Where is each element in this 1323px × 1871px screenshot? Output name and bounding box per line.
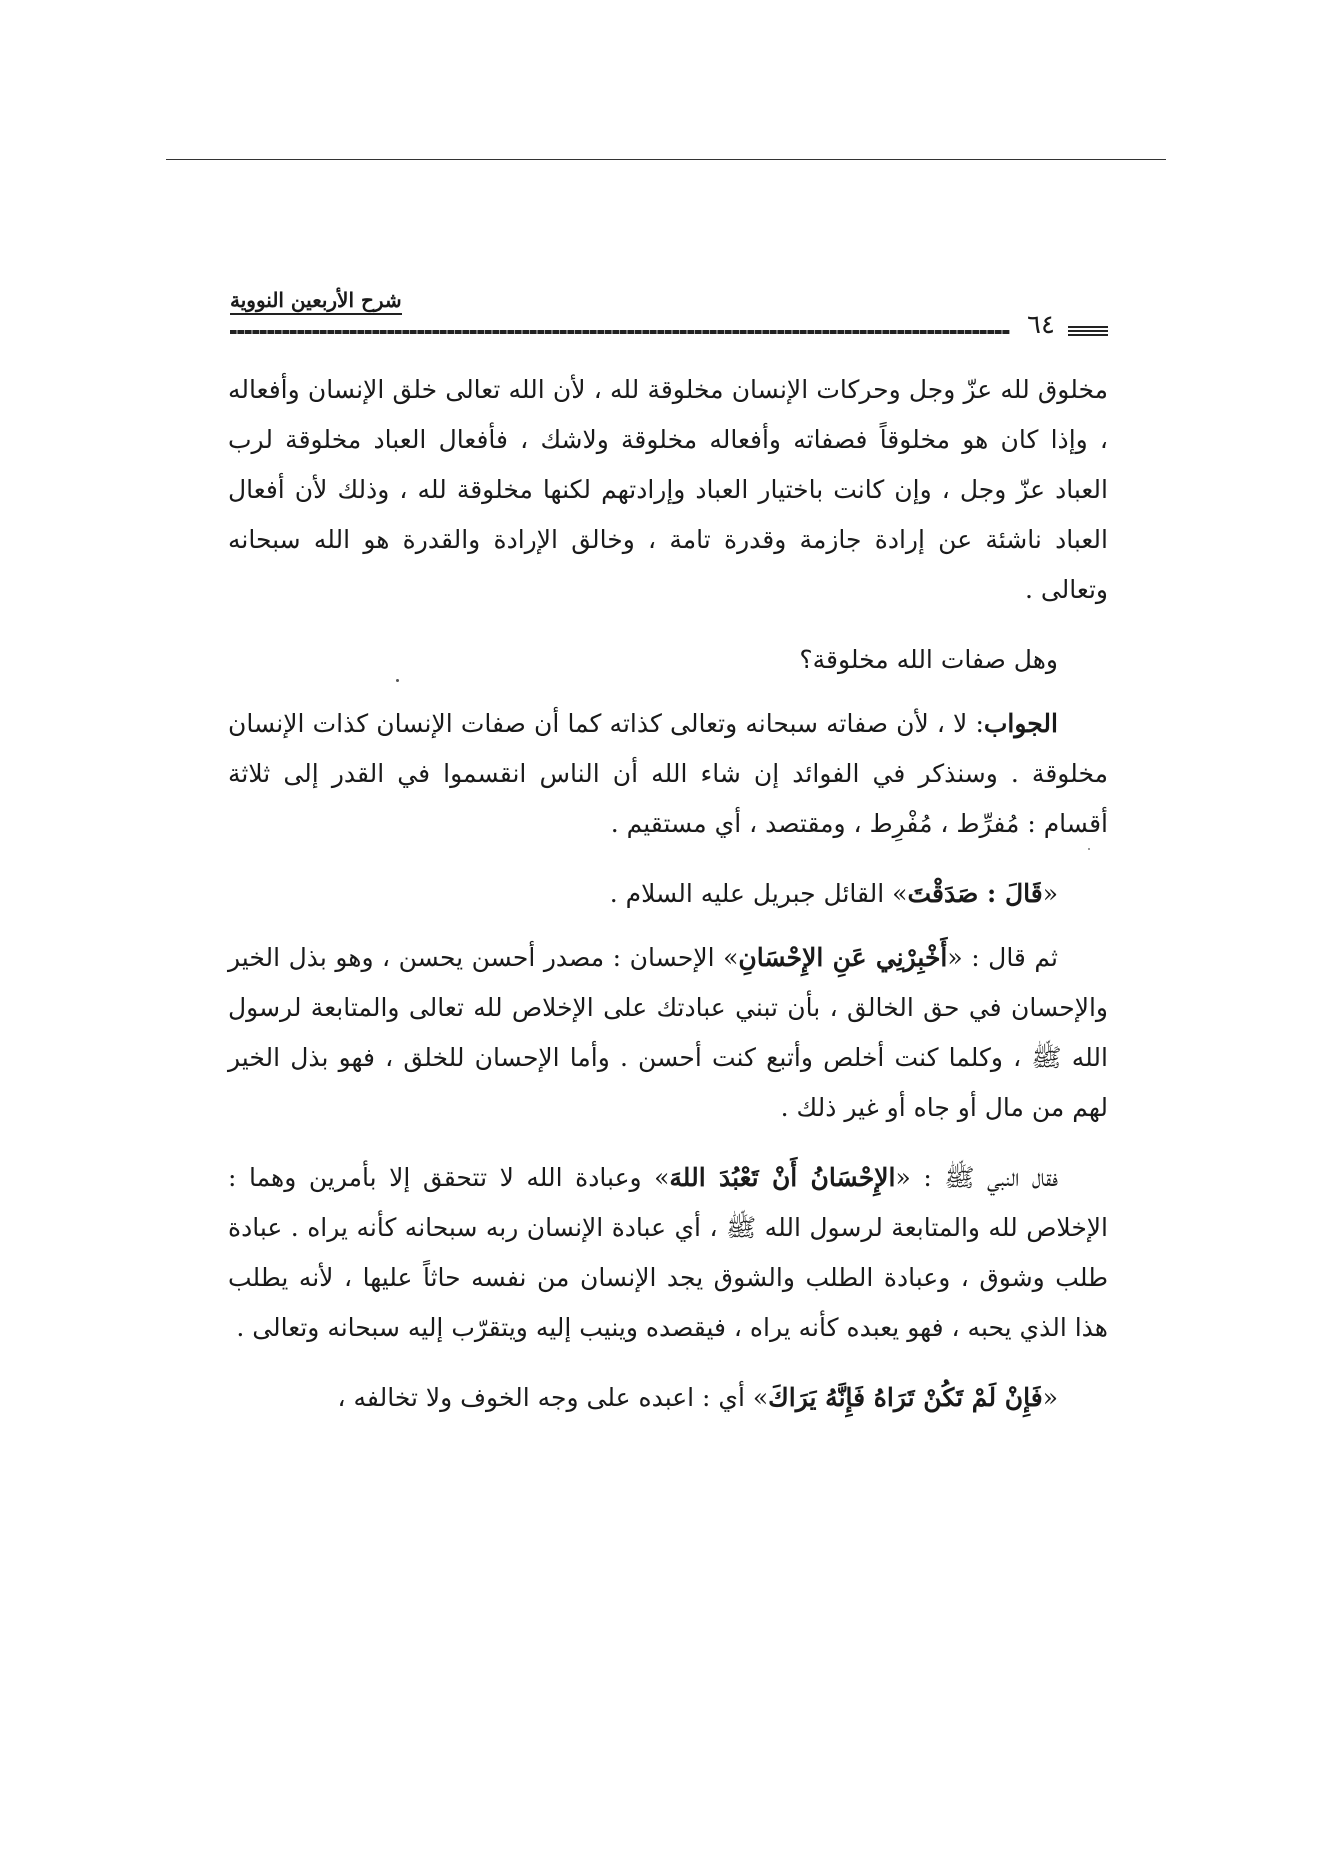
hadith-quote: الإِحْسَانُ أَنْ تَعْبُدَ اللهَ <box>669 1163 896 1192</box>
paragraph-quote-sadaqta <box>228 869 1108 919</box>
scan-speck <box>396 679 399 682</box>
text-run: » الإحسان : مصدر أحسن يحسن ، وهو بذل الخير والإحسان في حق الخالق ، بأن تبني عبادتك على الإخلاص لله تعالى والمتابعة لرسول الله ﷺ ، وكلما كنت أخلص وأتبع كنت أحسن . وأما الإحسان للخلق ، فهو بذل الخير لهم من مال أو جاه أو غير ذلك . <box>228 943 1108 1122</box>
text-run: » القائل جبريل عليه السلام . <box>609 879 908 908</box>
top-page-rule <box>166 159 1166 160</box>
paragraph-answer <box>228 699 1108 849</box>
hadith-quote: فَإِنْ لَمْ تَكُنْ تَرَاهُ فَإِنَّهُ يَرَاكَ <box>768 1383 1043 1412</box>
text-run: ثم قال : « <box>947 943 1059 972</box>
header-ornament <box>1068 326 1108 336</box>
page-body <box>228 365 1108 1443</box>
quote-mark: « <box>1042 879 1058 908</box>
text-run: وهل صفات الله مخلوقة؟ <box>799 645 1058 674</box>
running-header <box>230 288 1108 348</box>
answer-label: الجواب <box>983 709 1058 738</box>
book-title: شرح الأربعين النووية <box>230 288 402 315</box>
text-run: فقال النبي ﷺ : « <box>895 1163 1059 1192</box>
hadith-quote: قَالَ : صَدَقْتَ <box>907 879 1043 908</box>
paragraph-fa-in-lam <box>228 1373 1108 1423</box>
paragraph-prophet-saying <box>228 1153 1108 1353</box>
text-run: : لا ، لأن صفاته سبحانه وتعالى كذاته كما أن صفات الإنسان كذات الإنسان مخلوقة . وسنذكر في الفوائد إن شاء الله أن الناس انقسموا في القدر إلى ثلاثة أقسام : مُفرِّط ، مُفْرِط ، ومقتصد ، أي مستقيم . <box>228 709 1108 838</box>
text-run: » وعبادة الله لا تتحقق إلا بأمرين وهما : الإخلاص لله والمتابعة لرسول الله ﷺ ، أي عبادة الإنسان ربه سبحانه كأنه يراه . عبادة طلب وشوق ، وعبادة الطلب والشوق يجد الإنسان من نفسه حاثاً عليها ، لأنه يطلب هذا الذي يحبه ، فهو يعبده كأنه يراه ، فيقصده وينيب إليه ويتقرّب إليه سبحانه وتعالى . <box>228 1163 1108 1342</box>
paragraph-ihsan-definition <box>228 933 1108 1133</box>
paragraph-continuation <box>228 365 1108 615</box>
page-number: ٦٤ <box>1027 310 1055 340</box>
scan-speck <box>1088 848 1090 850</box>
paragraph-question <box>228 635 1108 685</box>
text-run: مخلوق لله عزّ وجل وحركات الإنسان مخلوقة لله ، لأن الله تعالى خلق الإنسان وأفعاله ، وإذا كان هو مخلوقاً فصفاته وأفعاله مخلوقة ولاشك ، فأفعال العباد مخلوقة لرب العباد عزّ وجل ، وإن كانت باختيار العباد وإرادتهم لكنها مخلوقة لله ، وذلك لأن أفعال العباد ناشئة عن إرادة جازمة وقدرة تامة ، وخالق الإرادة والقدرة هو الله سبحانه وتعالى . <box>228 375 1108 604</box>
text-run: » أي : اعبده على وجه الخوف ولا تخالفه ، <box>337 1383 769 1412</box>
hadith-quote: أَخْبِرْنِي عَنِ الإِحْسَانِ <box>738 943 948 972</box>
header-rule <box>230 330 1010 334</box>
quote-mark: « <box>1042 1383 1058 1412</box>
